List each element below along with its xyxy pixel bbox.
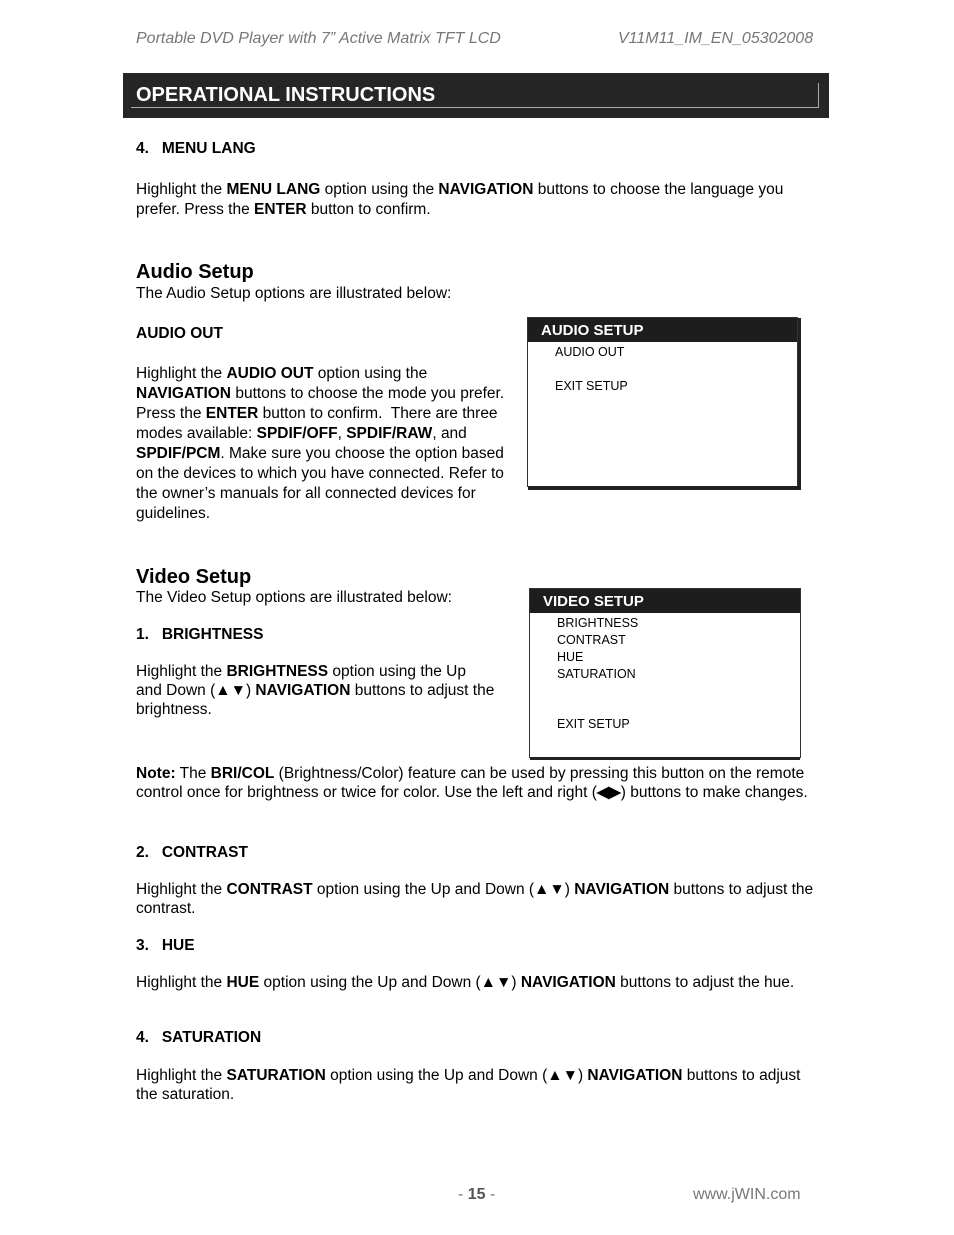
page-prefix: -: [458, 1186, 468, 1203]
text-run: Highlight the: [136, 1067, 227, 1084]
text-run: ): [577, 1067, 588, 1084]
menu-item-brightness: BRIGHTNESS: [557, 616, 639, 630]
bold-term: SPDIF/OFF: [256, 425, 338, 442]
brightness-heading: 1. BRIGHTNESS: [136, 626, 264, 643]
menu-item-hue: HUE: [557, 650, 584, 664]
bold-term: ▲▼: [534, 881, 565, 898]
text-run: Highlight the: [136, 663, 227, 680]
text-run: Highlight the: [136, 974, 227, 991]
text-run: Highlight the: [136, 181, 227, 198]
saturation-paragraph: [136, 1066, 826, 1104]
video-setup-menu: [529, 588, 801, 758]
bold-term: ◀▶: [596, 784, 621, 801]
bold-term: NAVIGATION: [438, 181, 534, 198]
text-run: buttons to choose the mode you prefer. Press the: [136, 385, 505, 422]
text-run: buttons to adjust the contrast.: [136, 881, 814, 917]
menu-shadow-right: [798, 318, 801, 486]
bold-term: AUDIO OUT: [226, 365, 314, 382]
bold-term: BRIGHTNESS: [226, 663, 329, 680]
text-run: option using the: [313, 365, 428, 382]
section-banner: [123, 73, 829, 118]
text-run: option using the Up and Down (: [325, 1067, 548, 1084]
page-number: [458, 1186, 495, 1204]
menu-lang-paragraph: [136, 180, 826, 220]
text-run: Highlight the: [136, 881, 227, 898]
text-run: buttons to adjust the saturation.: [136, 1067, 801, 1103]
menu-shadow-bottom: [528, 486, 801, 490]
menu-item-exit-setup: EXIT SETUP: [557, 717, 630, 731]
bold-term: HUE: [226, 974, 260, 991]
header-doc-title: Portable DVD Player with 7” Active Matrix TFT LCD: [136, 30, 501, 47]
bold-term: MENU LANG: [226, 181, 321, 198]
video-setup-menu-title: VIDEO SETUP: [530, 589, 800, 613]
text-run: (Brightness/Color) feature can be used by pressing this button on the remote control once for brightness or twice for color. Use the left and right (: [136, 765, 805, 801]
menu-item-exit-setup: EXIT SETUP: [555, 379, 628, 393]
bold-term: SPDIF/RAW: [346, 425, 433, 442]
text-run: , and: [432, 425, 467, 442]
contrast-heading: 2. CONTRAST: [136, 844, 248, 861]
bold-term: BRI/COL: [210, 765, 275, 782]
bold-term: Note:: [136, 765, 176, 782]
text-run: . Make sure you choose the option based on the devices to which you have connected. Refer to the owner’s manuals for all connected devices for guidelines.: [136, 445, 504, 522]
bold-term: ▲▼: [480, 974, 512, 991]
audio-setup-title: Audio Setup: [136, 261, 254, 283]
bold-term: ENTER: [205, 405, 259, 422]
menu-lang-heading: 4. MENU LANG: [136, 140, 256, 157]
bold-term: NAVIGATION: [255, 682, 351, 699]
page-suffix: -: [485, 1186, 496, 1203]
hue-heading: 3. HUE: [136, 937, 195, 954]
text-run: option using the Up and Down (: [259, 974, 481, 991]
bold-term: NAVIGATION: [136, 385, 232, 402]
hue-paragraph: [136, 973, 826, 992]
text-run: ): [511, 974, 521, 991]
bold-term: ▲▼: [547, 1067, 578, 1084]
header-doc-code: V11M11_IM_EN_05302008: [618, 30, 814, 47]
bold-term: SPDIF/PCM: [136, 445, 221, 462]
menu-item-saturation: SATURATION: [557, 667, 636, 681]
text-run: option using the: [320, 181, 439, 198]
text-run: Highlight the: [136, 365, 227, 382]
audio-out-paragraph: [136, 364, 506, 524]
text-run: ) buttons to make changes.: [620, 784, 808, 801]
video-setup-intro: The Video Setup options are illustrated below:: [136, 589, 452, 606]
brightness-paragraph: [136, 662, 496, 719]
menu-item-contrast: CONTRAST: [557, 633, 626, 647]
text-run: buttons to adjust the hue.: [615, 974, 795, 991]
bold-term: NAVIGATION: [574, 881, 670, 898]
bold-term: CONTRAST: [226, 881, 313, 898]
page-number-value: 15: [467, 1186, 486, 1203]
text-run: ): [564, 881, 575, 898]
bold-term: ▲▼: [215, 682, 246, 699]
bold-term: NAVIGATION: [587, 1067, 683, 1084]
text-run: button to confirm.: [306, 201, 431, 218]
menu-item-audio-out: AUDIO OUT: [555, 345, 625, 359]
video-setup-title: Video Setup: [136, 566, 252, 588]
section-title: OPERATIONAL INSTRUCTIONS: [136, 84, 436, 106]
text-run: option using the Up and Down (: [312, 881, 535, 898]
audio-out-heading: AUDIO OUT: [136, 325, 223, 342]
text-run: button to confirm. There are three modes available:: [136, 405, 498, 442]
audio-setup-intro: The Audio Setup options are illustrated below:: [136, 285, 452, 302]
text-run: ,: [337, 425, 347, 442]
bri-col-note: [136, 764, 826, 802]
bold-term: ENTER: [254, 201, 307, 218]
audio-setup-menu-title: AUDIO SETUP: [528, 318, 797, 342]
text-run: The: [175, 765, 211, 782]
audio-setup-menu: [527, 317, 798, 487]
bold-term: SATURATION: [226, 1067, 326, 1084]
contrast-paragraph: [136, 880, 826, 918]
footer-website: www.jWIN.com: [693, 1186, 801, 1203]
menu-shadow-bottom: [530, 757, 800, 760]
text-run: buttons to adjust the brightness.: [136, 682, 495, 718]
saturation-heading: 4. SATURATION: [136, 1029, 262, 1046]
bold-term: NAVIGATION: [520, 974, 616, 991]
text-run: ): [245, 682, 256, 699]
text-run: buttons to choose the language you prefer. Press the: [136, 181, 784, 218]
text-run: option using the Up and Down (: [136, 663, 466, 699]
